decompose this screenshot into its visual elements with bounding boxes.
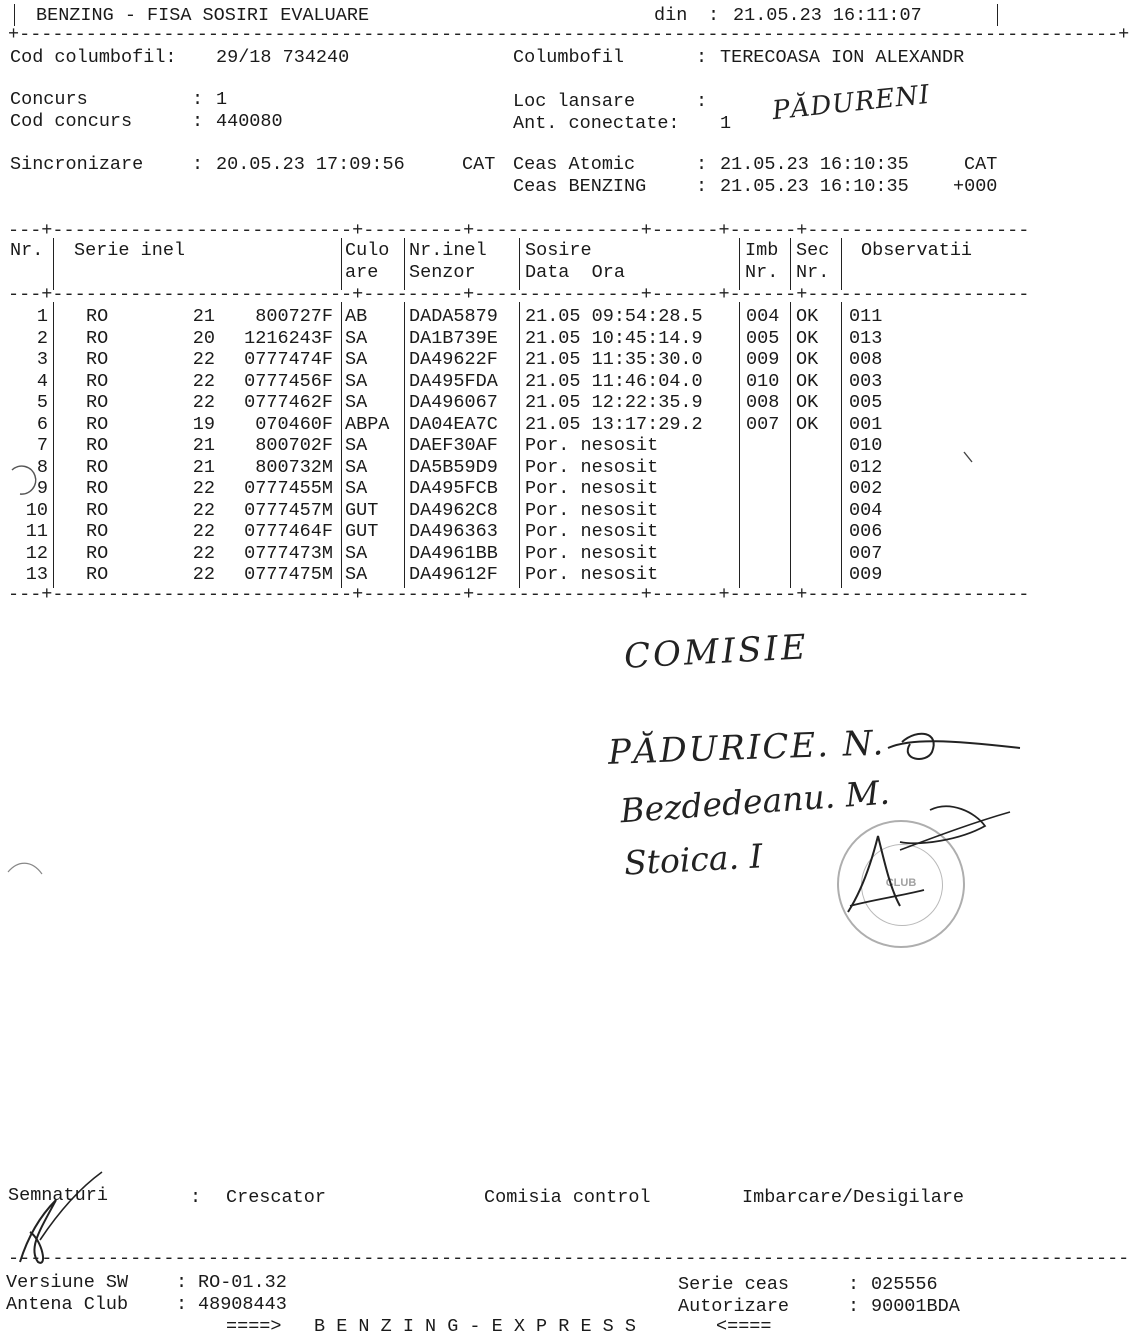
header-observatii: Observatii <box>861 240 973 261</box>
antena-label: Antena Club <box>6 1294 129 1315</box>
row-sec: OK <box>796 413 819 435</box>
row-sosire: Por. nesosit <box>525 521 659 542</box>
sincronizare-label: Sincronizare <box>10 154 144 175</box>
row-sosire: 21.05 12:22:35.9 <box>525 392 703 413</box>
header-culoare: Culo <box>345 240 390 261</box>
row-nr: 13 <box>25 564 48 585</box>
colon-sep: : <box>192 111 204 132</box>
row-inel: 0777457M <box>244 499 333 521</box>
row-an: 22 <box>192 478 215 499</box>
row-obs: 005 <box>849 392 883 413</box>
row-culoare: SA <box>345 327 368 349</box>
colon-sep: : <box>848 1274 860 1295</box>
row-imb: 004 <box>746 306 780 327</box>
colon-sep: : <box>176 1272 188 1293</box>
cod-columbofil-value: 29/18 734240 <box>216 47 350 68</box>
row-nr: 12 <box>25 542 48 564</box>
header-senzor: Senzor <box>409 262 476 283</box>
table-top-rule: ---+---------------------------+---------+---------------+------+------+-------------------- <box>8 220 1030 241</box>
row-sec: OK <box>796 392 819 413</box>
row-inel: 0777462F <box>244 392 333 413</box>
versiune-label: Versiune SW <box>6 1272 129 1293</box>
row-nr: 6 <box>36 413 48 435</box>
header-data-ora: Data Ora <box>525 262 625 283</box>
header-imb-nr: Nr. <box>745 262 779 283</box>
crescator-label: Crescator <box>226 1187 326 1208</box>
row-sosire: Por. nesosit <box>525 564 659 585</box>
row-senzor: DA495FDA <box>409 370 498 392</box>
row-culoare: SA <box>345 392 368 413</box>
brand-name: B E N Z I N G - E X P R E S S <box>314 1316 636 1337</box>
row-an: 22 <box>192 564 215 585</box>
row-sosire: 21.05 11:46:04.0 <box>525 370 703 392</box>
row-an: 19 <box>192 413 215 435</box>
header-serie: Serie inel <box>74 240 186 261</box>
row-tara: RO <box>86 521 109 542</box>
report-title: BENZING - FISA SOSIRI EVALUARE <box>36 5 370 26</box>
row-senzor: DA5B59D9 <box>409 456 498 478</box>
ceas-atomic-value: 21.05.23 16:10:35 <box>720 154 909 175</box>
sincronizare-value: 20.05.23 17:09:56 <box>216 154 405 175</box>
header-rule: +---------------------------------------------------------------------------------------------------+ <box>8 24 1129 45</box>
ceas-benzing-label: Ceas BENZING <box>513 176 647 197</box>
row-nr: 10 <box>25 499 48 521</box>
row-senzor: DA496363 <box>409 521 498 542</box>
row-senzor: DA04EA7C <box>409 413 498 435</box>
brand-arrow-right: <==== <box>716 1316 772 1337</box>
row-obs: 002 <box>849 478 883 499</box>
row-culoare: GUT <box>345 499 379 521</box>
header-sec-nr: Nr. <box>796 262 830 283</box>
colon-sep: : <box>192 89 204 110</box>
header-sosire: Sosire <box>525 240 592 261</box>
row-culoare: SA <box>345 370 368 392</box>
row-nr: 4 <box>36 370 48 392</box>
cod-columbofil-label: Cod columbofil: <box>10 47 177 68</box>
row-sosire: Por. nesosit <box>525 456 659 478</box>
row-sosire: Por. nesosit <box>525 542 659 564</box>
row-imb: 007 <box>746 413 780 435</box>
row-obs: 008 <box>849 349 883 370</box>
ant-conectate-label: Ant. conectate: <box>513 113 680 134</box>
row-senzor: DA49612F <box>409 564 498 585</box>
row-culoare: SA <box>345 435 368 456</box>
serie-ceas-value: 025556 <box>871 1274 938 1295</box>
table-bottom-rule: ---+---------------------------+---------+---------------+------+------+-------------------- <box>8 584 1030 605</box>
row-inel: 0777473M <box>244 542 333 564</box>
row-tara: RO <box>86 392 109 413</box>
row-sosire: Por. nesosit <box>525 435 659 456</box>
header-nr: Nr. <box>10 240 44 261</box>
header-sec: Sec <box>796 240 830 261</box>
row-sosire: Por. nesosit <box>525 478 659 499</box>
row-senzor: DADA5879 <box>409 306 498 327</box>
row-tara: RO <box>86 370 109 392</box>
row-an: 21 <box>192 435 215 456</box>
serie-ceas-label: Serie ceas <box>678 1274 790 1295</box>
member-1-handwritten: PĂDURICE. N. <box>607 723 886 773</box>
columbofil-label: Columbofil <box>513 47 625 68</box>
row-obs: 004 <box>849 499 883 521</box>
row-obs: 013 <box>849 327 883 349</box>
row-sec: OK <box>796 327 819 349</box>
row-an: 20 <box>192 327 215 349</box>
member-3-handwritten: Stoica. I <box>623 836 764 883</box>
row-obs: 001 <box>849 413 883 435</box>
row-imb: 008 <box>746 392 780 413</box>
row-an: 22 <box>192 542 215 564</box>
row-culoare: GUT <box>345 521 379 542</box>
row-obs: 012 <box>849 456 883 478</box>
row-culoare: SA <box>345 349 368 370</box>
cod-concurs-value: 440080 <box>216 111 283 132</box>
row-tara: RO <box>86 456 109 478</box>
row-inel: 1216243F <box>244 327 333 349</box>
row-culoare: SA <box>345 542 368 564</box>
semnaturi-label: Semnaturi <box>8 1185 108 1206</box>
row-senzor: DA4962C8 <box>409 499 498 521</box>
row-obs: 011 <box>849 306 883 327</box>
row-sosire: 21.05 10:45:14.9 <box>525 327 703 349</box>
row-nr: 9 <box>36 478 48 499</box>
brand-arrow-left: ====> <box>226 1316 282 1337</box>
colon-sep: : <box>696 154 708 175</box>
row-sosire: 21.05 11:35:30.0 <box>525 349 703 370</box>
row-obs: 003 <box>849 370 883 392</box>
row-tara: RO <box>86 542 109 564</box>
colon-sep: : <box>708 5 720 26</box>
row-an: 22 <box>192 370 215 392</box>
row-an: 22 <box>192 349 215 370</box>
row-tara: RO <box>86 499 109 521</box>
row-sosire: 21.05 09:54:28.5 <box>525 306 703 327</box>
row-an: 22 <box>192 392 215 413</box>
colon-sep: : <box>848 1296 860 1317</box>
row-tara: RO <box>86 306 109 327</box>
ceas-atomic-label: Ceas Atomic <box>513 154 636 175</box>
row-culoare: SA <box>345 456 368 478</box>
row-obs: 007 <box>849 542 883 564</box>
row-inel: 800732M <box>255 456 333 478</box>
row-inel: 0777464F <box>244 521 333 542</box>
row-obs: 009 <box>849 564 883 585</box>
concurs-value: 1 <box>216 89 228 110</box>
header-culoare-2: are <box>345 262 379 283</box>
row-tara: RO <box>86 349 109 370</box>
row-imb: 005 <box>746 327 780 349</box>
row-senzor: DA496067 <box>409 392 498 413</box>
member-2-handwritten: Bezdedeanu. M. <box>618 772 891 831</box>
row-nr: 7 <box>36 435 48 456</box>
row-tara: RO <box>86 478 109 499</box>
row-an: 22 <box>192 499 215 521</box>
row-senzor: DA495FCB <box>409 478 498 499</box>
row-sosire: 21.05 13:17:29.2 <box>525 413 703 435</box>
row-an: 22 <box>192 521 215 542</box>
row-inel: 0777475M <box>244 564 333 585</box>
row-culoare: SA <box>345 564 368 585</box>
row-senzor: DA4961BB <box>409 542 498 564</box>
row-tara: RO <box>86 413 109 435</box>
colon-sep: : <box>190 1187 202 1208</box>
autorizare-label: Autorizare <box>678 1296 790 1317</box>
row-nr: 11 <box>25 521 48 542</box>
row-imb: 010 <box>746 370 780 392</box>
ceas-atomic-tz: CAT <box>964 154 998 175</box>
ceas-benzing-value: 21.05.23 16:10:35 <box>720 176 909 197</box>
row-sec: OK <box>796 349 819 370</box>
sincronizare-tz: CAT <box>462 154 496 175</box>
row-senzor: DA1B739E <box>409 327 498 349</box>
columbofil-value: TERECOASA ION ALEXANDR <box>720 47 965 68</box>
comisie-handwritten: COMISIE <box>623 627 810 677</box>
row-imb: 009 <box>746 349 780 370</box>
imbarcare-label: Imbarcare/Desigilare <box>742 1187 965 1208</box>
row-inel: 800702F <box>255 435 333 456</box>
header-imb: Imb <box>745 240 779 261</box>
report-date: 21.05.23 16:11:07 <box>733 5 922 26</box>
row-an: 21 <box>192 456 215 478</box>
row-culoare: SA <box>345 478 368 499</box>
row-inel: 0777456F <box>244 370 333 392</box>
row-tara: RO <box>86 327 109 349</box>
colon-sep: : <box>696 91 708 112</box>
colon-sep: : <box>192 154 204 175</box>
row-nr: 5 <box>36 392 48 413</box>
row-culoare: ABPA <box>345 413 390 435</box>
row-inel: 070460F <box>255 413 333 435</box>
row-senzor: DA49622F <box>409 349 498 370</box>
row-culoare: AB <box>345 306 368 327</box>
row-sec: OK <box>796 370 819 392</box>
loc-lansare-label: Loc lansare <box>513 91 636 112</box>
colon-sep: : <box>696 47 708 68</box>
colon-sep: : <box>176 1294 188 1315</box>
row-senzor: DAEF30AF <box>409 435 498 456</box>
row-sosire: Por. nesosit <box>525 499 659 521</box>
header-nrinel: Nr.inel <box>409 240 487 261</box>
row-nr: 2 <box>36 327 48 349</box>
row-obs: 006 <box>849 521 883 542</box>
row-an: 21 <box>192 306 215 327</box>
ceas-benzing-tz: +000 <box>953 176 998 197</box>
row-nr: 1 <box>36 306 48 327</box>
footer-rule: ----------------------------------------------------------------------------------------------------- <box>8 1248 1129 1269</box>
concurs-label: Concurs <box>10 89 88 110</box>
table-header-rule: ---+---------------------------+---------+---------------+------+------+-------------------- <box>8 284 1030 305</box>
row-sec: OK <box>796 306 819 327</box>
row-inel: 0777455M <box>244 478 333 499</box>
ant-conectate-value: 1 <box>720 113 732 134</box>
row-obs: 010 <box>849 435 883 456</box>
row-tara: RO <box>86 435 109 456</box>
date-label: din <box>654 5 688 26</box>
comisia-control-label: Comisia control <box>484 1187 651 1208</box>
autorizare-value: 90001BDA <box>871 1296 960 1317</box>
cod-concurs-label: Cod concurs <box>10 111 133 132</box>
row-nr: 3 <box>36 349 48 370</box>
row-inel: 800727F <box>255 306 333 327</box>
row-nr: 8 <box>36 456 48 478</box>
colon-sep: : <box>696 176 708 197</box>
row-tara: RO <box>86 564 109 585</box>
versiune-value: RO-01.32 <box>198 1272 287 1293</box>
loc-lansare-handwritten: PĂDURENI <box>770 79 932 127</box>
antena-value: 48908443 <box>198 1294 287 1315</box>
row-inel: 0777474F <box>244 349 333 370</box>
club-stamp: CLUB <box>837 820 965 948</box>
